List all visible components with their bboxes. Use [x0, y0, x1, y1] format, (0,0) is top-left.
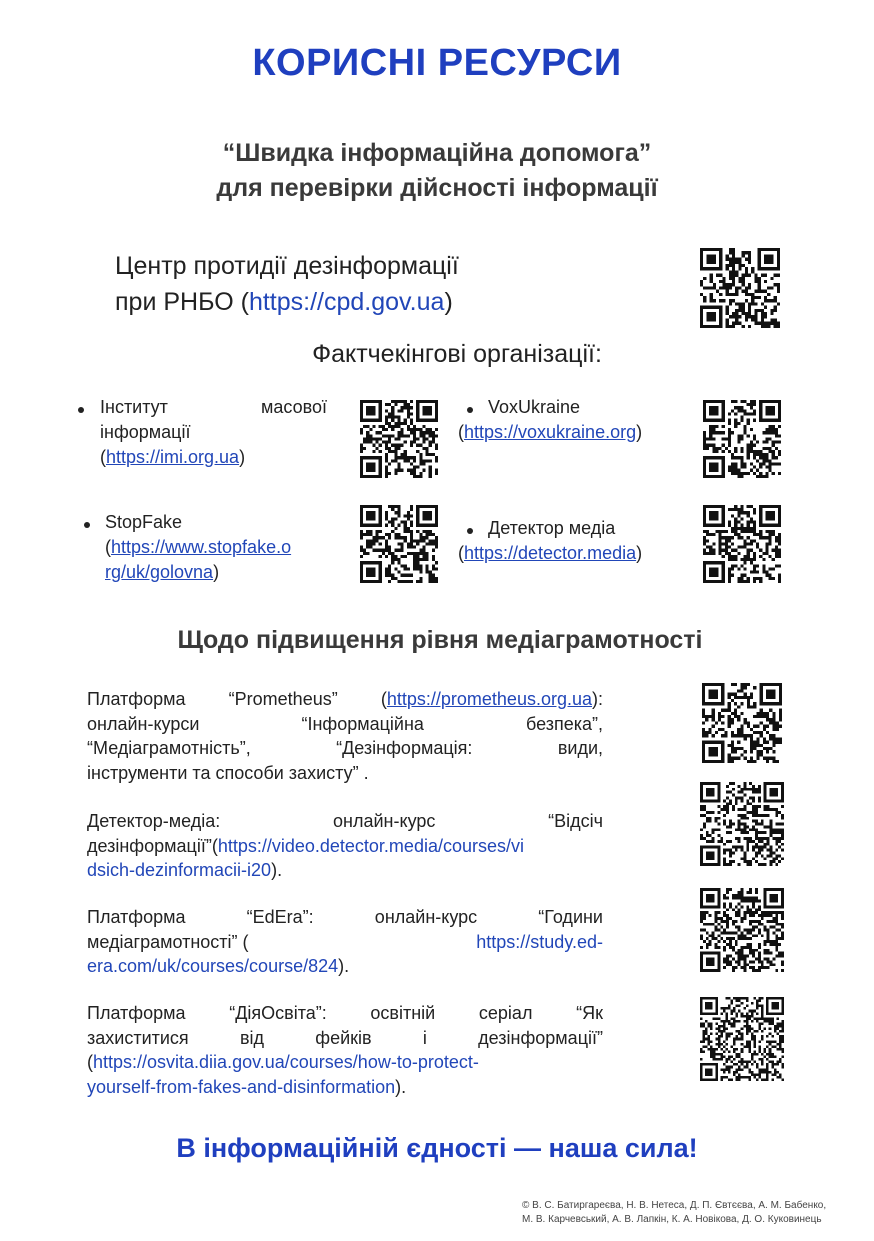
diia-link-part-1[interactable]: https://osvita.diia.gov.ua/courses/how-to-protect-: [93, 1052, 479, 1072]
factcheck-item-stopfake: [105, 510, 291, 585]
qr-code-icon: [700, 888, 784, 972]
stopfake-link-part-2[interactable]: rg/uk/golovna: [105, 562, 214, 582]
detector-course-text: дезінформації”(: [87, 835, 218, 856]
detector-course-link-part-2[interactable]: dsich-dezinformacii-i20: [87, 860, 272, 880]
edera-course-text: медіаграмотності” (: [87, 931, 249, 952]
detector-link[interactable]: https://detector.media: [464, 543, 637, 563]
cpd-line-2: [115, 284, 459, 320]
qr-code-icon: [360, 505, 438, 583]
subtitle-line-2: для перевірки дійсності інформації: [216, 174, 658, 202]
cpd-link[interactable]: https://cpd.gov.ua: [248, 288, 445, 316]
edera-line-3: [87, 954, 603, 979]
stopfake-link-part-1[interactable]: https://www.stopfake.o: [111, 537, 292, 557]
imi-name-part-a: Інститут: [100, 397, 168, 417]
edera-end: ).: [338, 956, 350, 976]
qr-code-icon: [702, 683, 782, 763]
qr-code-icon: [700, 997, 784, 1081]
detector-line-2: (https://detector.media): [458, 543, 643, 563]
edera-link-part-2[interactable]: era.com/uk/courses/course/824: [87, 956, 339, 976]
factcheck-item-imi: [100, 395, 327, 470]
copyright: [522, 1199, 862, 1227]
diia-link-part-2[interactable]: yourself-from-fakes-and-disinformation: [87, 1076, 396, 1097]
subtitle-line-1: “Швидка інформаційна допомога”: [222, 139, 652, 167]
qr-code-icon: [703, 505, 781, 583]
edera-line-1: Платформа “EdEra”: онлайн-курс “Години: [87, 907, 603, 927]
imi-line-2: інформації: [100, 422, 191, 442]
detector-name: Детектор медіа: [488, 518, 616, 538]
prometheus-line-2: онлайн-курси “Інформаційна безпека”,: [87, 713, 603, 734]
diia-open: (: [87, 1052, 93, 1072]
diia-line-2: захиститися від фейків і дезінформації”: [87, 1027, 603, 1048]
detector-course-line-3: [87, 858, 603, 883]
edera-line-2: [87, 930, 603, 955]
detector-course-line-2: [87, 834, 603, 859]
imi-line-3: (https://imi.org.ua): [100, 447, 246, 467]
prometheus-line-4: інструменти та способи захисту” .: [87, 762, 369, 783]
stopfake-line-3: rg/uk/golovna): [105, 562, 220, 582]
media-literacy-heading: Щодо підвищення рівня медіаграмотності: [177, 626, 703, 654]
subtitle: [0, 136, 874, 206]
prometheus-prefix: Платформа “Prometheus” (: [87, 689, 387, 709]
factcheck-item-detector: [458, 516, 642, 566]
diia-end: ).: [395, 1076, 407, 1097]
edera-link-part-1[interactable]: https://study.ed-: [476, 931, 603, 952]
stopfake-line-2: (https://www.stopfake.o: [105, 537, 292, 557]
diia-line-4: [87, 1075, 603, 1100]
factcheck-heading: Фактчекінгові організації:: [312, 340, 602, 368]
detector-course-line-1: Детектор-медіа: онлайн-курс “Відсіч: [87, 811, 603, 831]
resource-detector-course: [87, 809, 603, 883]
imi-line-1: [100, 395, 327, 420]
imi-name-part-b: масової: [261, 397, 327, 417]
resource-prometheus: [87, 687, 603, 785]
cpd-prefix: при РНБО (: [115, 288, 249, 316]
vox-name: VoxUkraine: [488, 397, 581, 417]
copyright-line-1: © В. С. Батиргареєва, Н. В. Нетеса, Д. П. Євтєєва, А. М. Бабенко,: [522, 1200, 827, 1211]
bullet-icon: [78, 407, 84, 413]
detector-course-end: ).: [271, 860, 283, 880]
page-title: КОРИСНІ РЕСУРСИ: [252, 42, 622, 84]
vox-line-2: (https://voxukraine.org): [458, 422, 643, 442]
cpd-suffix: ): [444, 288, 453, 316]
diia-line-3: [87, 1050, 603, 1075]
prometheus-line-1: [87, 687, 603, 712]
factcheck-item-voxukraine: [458, 395, 642, 445]
vox-link[interactable]: https://voxukraine.org: [464, 422, 637, 442]
resource-diia: [87, 1001, 603, 1099]
imi-link[interactable]: https://imi.org.ua: [106, 447, 240, 467]
prometheus-line-3: “Медіаграмотність”, “Дезінформація: види,: [87, 738, 603, 758]
qr-code-icon: [700, 782, 784, 866]
resource-edera: [87, 905, 603, 979]
prometheus-line-1-suffix: ):: [592, 689, 603, 709]
stopfake-name: StopFake: [105, 512, 183, 532]
detector-course-link-part-1[interactable]: https://video.detector.media/courses/vi: [217, 835, 524, 856]
copyright-line-2: М. В. Карчевський, А. В. Лапкін, К. А. Новікова, Д. О. Куковинець: [522, 1214, 822, 1225]
qr-code-icon: [360, 400, 438, 478]
bullet-icon: [84, 522, 90, 528]
cpd-line-1: Центр протидії дезінформації: [115, 252, 459, 280]
prometheus-link[interactable]: https://prometheus.org.ua: [386, 689, 592, 709]
qr-code-icon: [703, 400, 781, 478]
cpd-block: [115, 248, 459, 320]
diia-line-1: Платформа “ДіяОсвіта”: освітній серіал “Як: [87, 1003, 603, 1023]
slogan: В інформаційній єдності — наша сила!: [176, 1133, 698, 1163]
qr-code-icon: [700, 248, 780, 328]
